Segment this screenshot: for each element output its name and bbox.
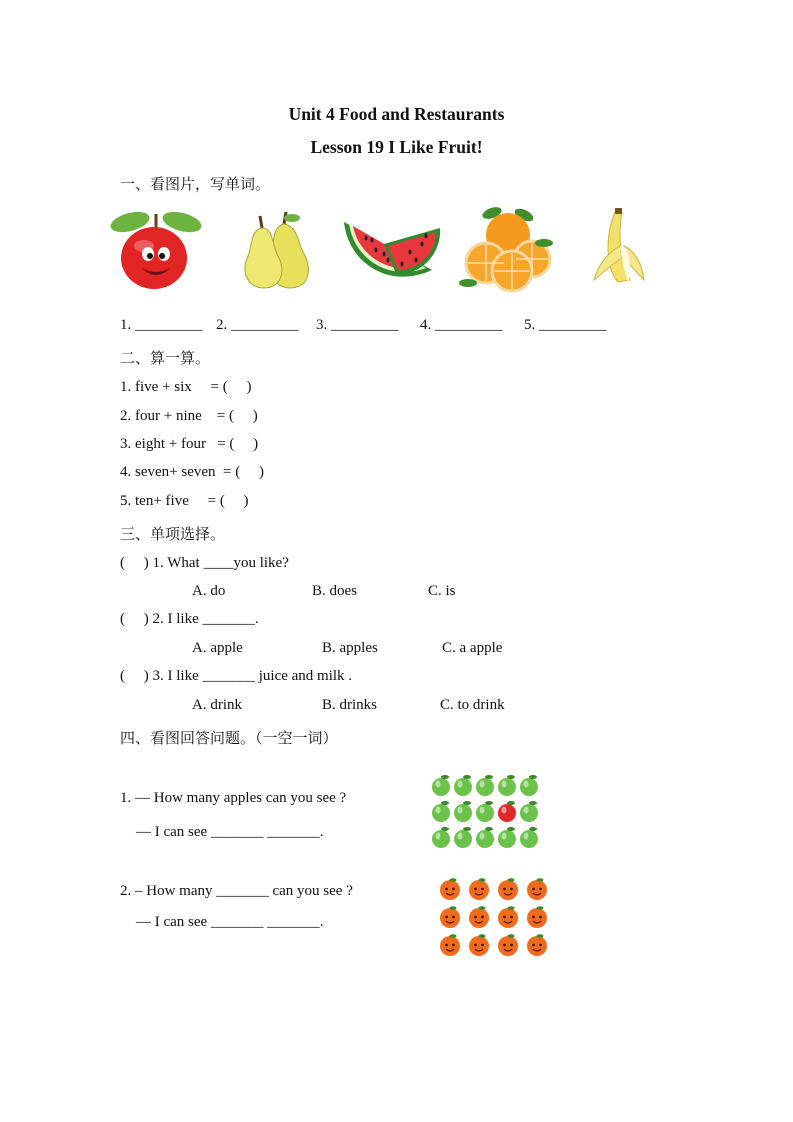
apple-grid-item [476,827,494,848]
unit-title: Unit 4 Food and Restaurants [288,104,505,124]
blank-3[interactable]: 3. _________ [316,317,399,333]
mc-q1-option-b[interactable]: B. does [312,583,357,599]
orange-grid-item [440,934,460,956]
math-item-1: 1. five + six = ( ) [120,379,252,395]
orange-grid-item [469,878,489,900]
mc-question-2: ( ) 2. I like _______. [120,611,259,627]
apple-grid-item [432,775,450,796]
orange-grid-item [469,906,489,928]
apple-grid-item [498,775,516,796]
apple-grid-item [498,827,516,848]
lesson-title: Lesson 19 I Like Fruit! [310,137,483,157]
orange-grid-item [469,934,489,956]
q4-2-answer-line[interactable]: — I can see _______ _______. [136,914,324,930]
apple-grid-item [432,801,450,822]
math-item-3: 3. eight + four = ( ) [120,436,259,452]
mc-question-3: ( ) 3. I like _______ juice and milk . [120,668,353,684]
mc-q1-option-a[interactable]: A. do [192,583,226,599]
mc-q1-option-c[interactable]: C. is [428,583,456,599]
blank-1[interactable]: 1. _________ [120,317,203,333]
apple-grid-item [520,801,538,822]
apple-grid-item [520,827,538,848]
orange-grid-image [436,876,550,962]
apple-grid-item [520,775,538,796]
mc-q3-option-b[interactable]: B. drinks [322,697,378,713]
q4-1-answer-line[interactable]: — I can see _______ _______. [136,824,324,840]
apple-grid-item [476,801,494,822]
apple-grid-item [454,827,472,848]
apple-grid-image [430,770,538,850]
pear-icon [232,208,312,295]
mc-q2-option-a[interactable]: A. apple [192,640,243,656]
math-item-4: 4. seven+ seven = ( ) [120,464,264,480]
orange-grid-item [440,906,460,928]
apple-icon [106,206,206,297]
orange-grid-item [498,906,518,928]
q4-2-question: 2. – How many _______ can you see ? [120,883,353,899]
mc-q2-option-b[interactable]: B. apples [322,640,378,656]
section4-heading: 四、看图回答问题。（一空一词） [120,729,338,747]
section1-heading: 一、看图片，写单词。 [120,175,271,193]
math-item-2: 2. four + nine = ( ) [120,408,258,424]
mc-q2-option-c[interactable]: C. a apple [442,640,503,656]
section2-heading: 二、算一算。 [120,349,211,367]
mc-question-1: ( ) 1. What ____you like? [120,555,289,571]
section3-heading: 三、单项选择。 [120,525,226,543]
apple-grid-item [454,775,472,796]
apple-grid-item [476,775,494,796]
picture-answer-blanks [120,317,624,334]
orange-grid-item [498,878,518,900]
orange-icon [458,203,554,300]
orange-grid-item [527,934,547,956]
q4-1-question: 1. — How many apples can you see ? [120,790,347,806]
apple-grid-item [498,801,516,822]
blank-5[interactable]: 5. _________ [524,317,607,333]
apple-grid-item [454,801,472,822]
watermelon-icon [338,214,444,295]
orange-grid-item [498,934,518,956]
math-item-5: 5. ten+ five = ( ) [120,493,249,509]
mc-q3-option-a[interactable]: A. drink [192,697,242,713]
orange-grid-item [440,878,460,900]
mc-q3-option-c[interactable]: C. to drink [440,697,505,713]
orange-grid-item [527,878,547,900]
apple-grid-item [432,827,450,848]
banana-icon [588,206,648,291]
blank-4[interactable]: 4. _________ [420,317,503,333]
orange-grid-item [527,906,547,928]
blank-2[interactable]: 2. _________ [216,317,299,333]
